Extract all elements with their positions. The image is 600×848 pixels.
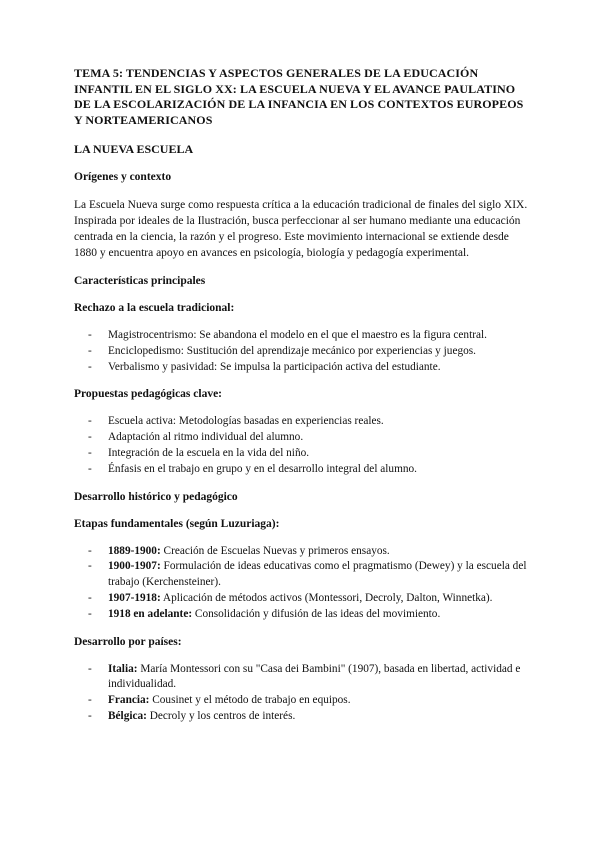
document-title: TEMA 5: TENDENCIAS Y ASPECTOS GENERALES DE LA EDUCACIÓN INFANTIL EN EL SIGLO XX: LA ESCUELA NUEVA Y EL AVANCE PAULATINO DE LA ESCOLARIZACIÓN DE LA INFANCIA EN LOS CONTEXTOS EUROPEOS Y NORTEAMERICANOS xyxy=(74,66,524,127)
desarrollo-heading: Desarrollo histórico y pedagógico xyxy=(74,490,238,503)
list-item xyxy=(74,709,534,725)
list-item-text: Enciclopedismo: Sustitución del aprendizaje mecánico por experiencias y juegos. xyxy=(108,344,476,357)
list-item xyxy=(74,544,534,560)
dash-bullet: - xyxy=(88,662,92,675)
dash-bullet: - xyxy=(88,462,92,475)
propuestas-list xyxy=(74,414,534,477)
document-page xyxy=(74,66,534,737)
list-item xyxy=(74,446,534,462)
rechazo-list xyxy=(74,328,534,375)
list-item-text: María Montessori con su "Casa dei Bambini" (1907), basada en libertad, actividad e individualidad. xyxy=(108,662,521,691)
list-item-text: Escuela activa: Metodologías basadas en experiencias reales. xyxy=(108,415,384,428)
dash-bullet: - xyxy=(88,446,92,459)
list-item xyxy=(74,662,534,694)
list-item-term: 1907-1918: xyxy=(108,591,161,604)
list-item-term: 1889-1900: xyxy=(108,544,161,557)
list-item-text: Magistrocentrismo: Se abandona el modelo en el que el maestro es la figura central. xyxy=(108,329,487,341)
list-item-text: Formulación de ideas educativas como el pragmatismo (Dewey) y la escuela del trabajo (Kerchensteiner). xyxy=(108,560,527,589)
dash-bullet: - xyxy=(88,431,92,444)
dash-bullet: - xyxy=(88,329,92,341)
section-title: LA NUEVA ESCUELA xyxy=(74,142,194,156)
list-item-text: Énfasis en el trabajo en grupo y en el desarrollo integral del alumno. xyxy=(108,462,417,475)
list-item xyxy=(74,693,534,709)
propuestas-heading: Propuestas pedagógicas clave: xyxy=(74,388,223,401)
origenes-paragraph: La Escuela Nueva surge como respuesta crítica a la educación tradicional de finales del siglo XIX. Inspirada por ideales de la Ilustración, busca perfeccionar al ser humano mediante una educación centrada en la ciencia, la razón y el progreso. Este movimiento internacional se extiende desde 1880 y encuentra apoyo en avances en psicología, biología y pedagogía experimental. xyxy=(74,199,528,259)
list-item xyxy=(74,591,534,607)
list-item-text: Decroly y los centros de interés. xyxy=(146,709,296,722)
etapas-list xyxy=(74,544,534,623)
origenes-heading: Orígenes y contexto xyxy=(74,171,172,183)
caracteristicas-heading: Características principales xyxy=(74,275,206,287)
rechazo-heading: Rechazo a la escuela tradicional: xyxy=(74,302,235,314)
list-item-text: Integración de la escuela en la vida del niño. xyxy=(108,446,310,459)
list-item xyxy=(74,462,534,478)
dash-bullet: - xyxy=(88,709,92,722)
dash-bullet: - xyxy=(88,344,92,357)
etapas-heading: Etapas fundamentales (según Luzuriaga): xyxy=(74,517,280,530)
list-item xyxy=(74,328,534,344)
list-item-term: Bélgica: xyxy=(108,709,147,722)
dash-bullet: - xyxy=(88,415,92,428)
list-item xyxy=(74,414,534,430)
list-item-text: Aplicación de métodos activos (Montessori, Decroly, Dalton, Winnetka). xyxy=(160,591,493,604)
list-item-term: Italia: xyxy=(108,662,138,675)
paises-list xyxy=(74,662,534,725)
list-item xyxy=(74,430,534,446)
list-item xyxy=(74,360,534,376)
list-item xyxy=(74,344,534,360)
dash-bullet: - xyxy=(88,360,92,373)
list-item-term: Francia: xyxy=(108,694,150,707)
dash-bullet: - xyxy=(88,560,92,573)
list-item-term: 1918 en adelante: xyxy=(108,607,193,620)
list-item xyxy=(74,607,534,623)
list-item-text: Adaptación al ritmo individual del alumno. xyxy=(108,431,304,444)
list-item-text: Consolidación y difusión de las ideas del movimiento. xyxy=(192,607,441,620)
list-item-text: Verbalismo y pasividad: Se impulsa la participación activa del estudiante. xyxy=(108,360,441,373)
paises-heading: Desarrollo por países: xyxy=(74,635,182,648)
list-item-text: Creación de Escuelas Nuevas y primeros ensayos. xyxy=(160,544,390,557)
dash-bullet: - xyxy=(88,694,92,707)
list-item-text: Cousinet y el método de trabajo en equipos. xyxy=(149,694,351,707)
dash-bullet: - xyxy=(88,607,92,620)
dash-bullet: - xyxy=(88,591,92,604)
list-item xyxy=(74,559,534,591)
dash-bullet: - xyxy=(88,544,92,557)
list-item-term: 1900-1907: xyxy=(108,560,161,573)
